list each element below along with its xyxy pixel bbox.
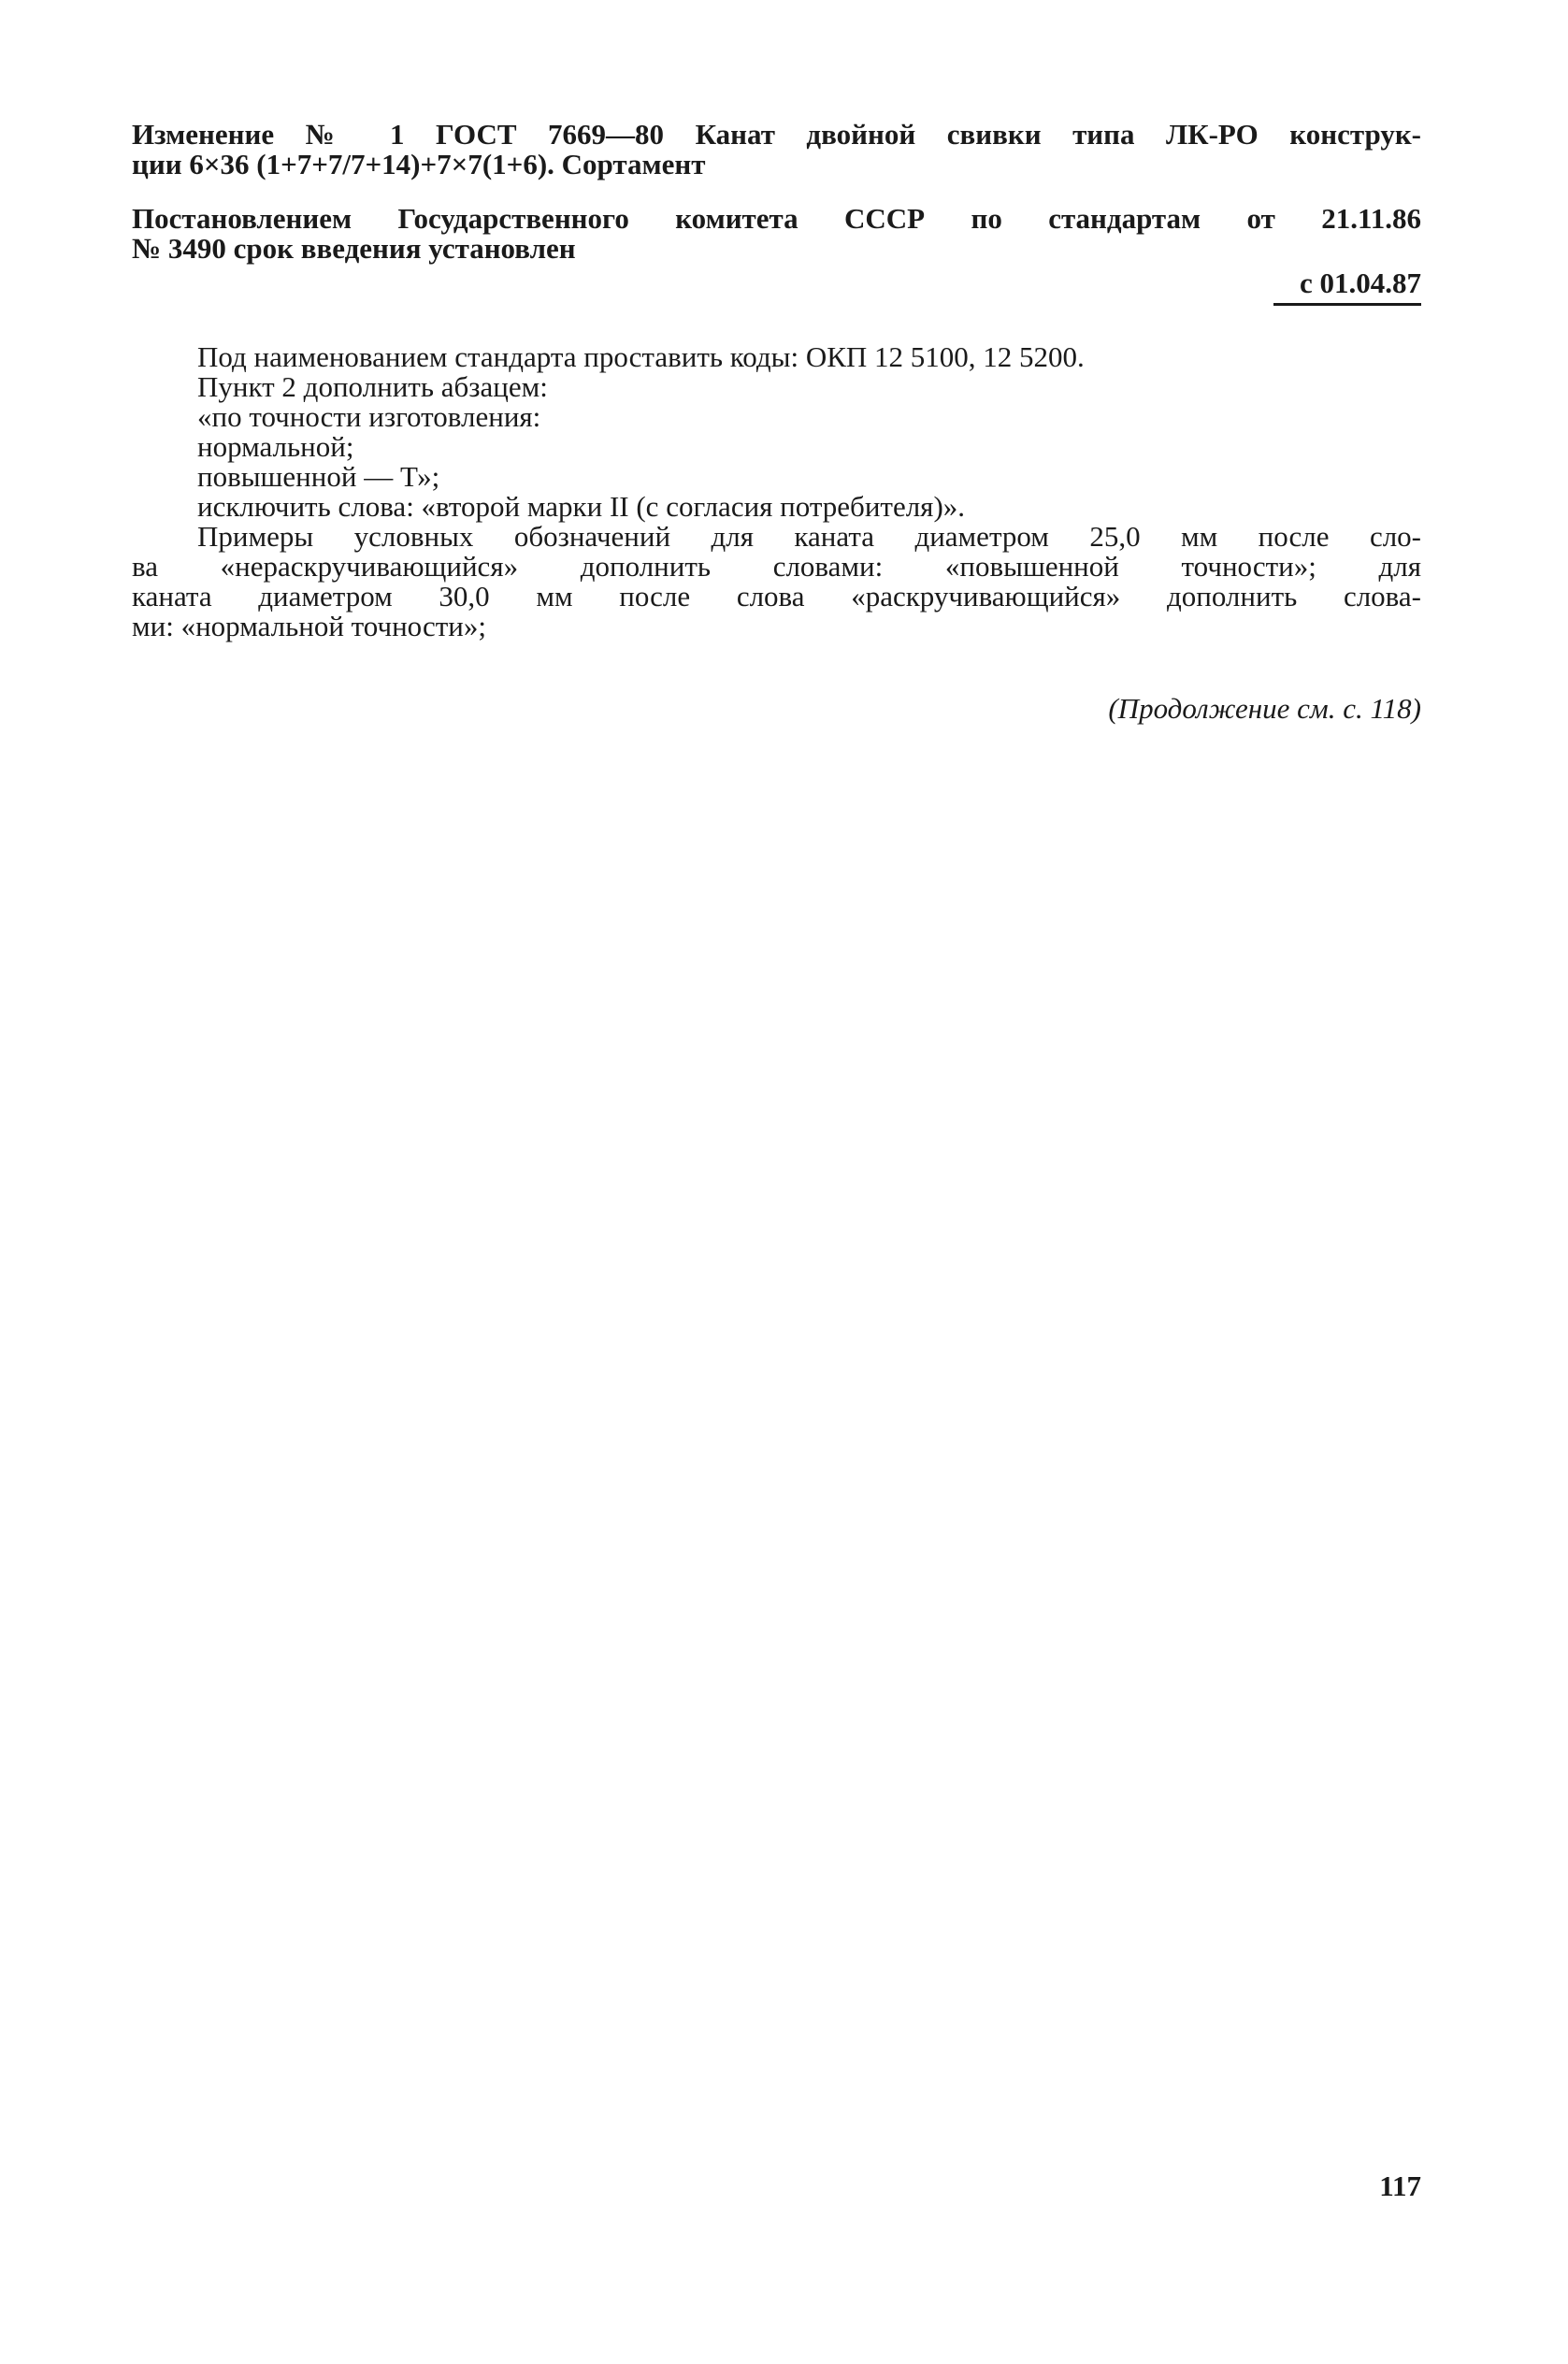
decree-line-2: № 3490 срок введения установлен — [132, 232, 576, 265]
title-line-2: ции 6×36 (1+7+7/7+14)+7×7(1+6). Сортамент — [132, 148, 706, 180]
body-line: исключить слова: «второй марки II (с согласия потребителя)». — [197, 490, 966, 523]
body-line: ва «нераскручивающийся» дополнить словами: «повышенной точности»; для — [132, 550, 1421, 583]
body-line: «по точности изготовления: — [197, 400, 541, 433]
decree-statement — [132, 204, 1421, 264]
title-line-1: Изменение № 1 ГОСТ 7669—80 Канат двойной свивки типа ЛК-РО конструк- — [132, 118, 1421, 151]
page-number: 117 — [1379, 2169, 1421, 2202]
amendment-body — [132, 342, 1421, 641]
body-line: Примеры условных обозначений для каната диаметром 25,0 мм после сло- — [197, 520, 1421, 553]
amendment-title — [132, 120, 1421, 180]
continuation-note: (Продолжение см. с. 118) — [1108, 692, 1421, 725]
date-underline — [1273, 303, 1421, 306]
body-line: каната диаметром 30,0 мм после слова «раскручивающийся» дополнить слова- — [132, 580, 1421, 613]
body-line: повышенной — Т»; — [197, 460, 440, 493]
body-line: Под наименованием стандарта проставить коды: ОКП 12 5100, 12 5200. — [197, 340, 1085, 373]
effective-date: с 01.04.87 — [1299, 267, 1421, 299]
decree-line-1: Постановлением Государственного комитета СССР по стандартам от 21.11.86 — [132, 202, 1421, 235]
body-line: Пункт 2 дополнить абзацем: — [197, 370, 548, 403]
body-line: ми: «нормальной точности»; — [132, 610, 486, 642]
body-line: нормальной; — [197, 430, 354, 463]
